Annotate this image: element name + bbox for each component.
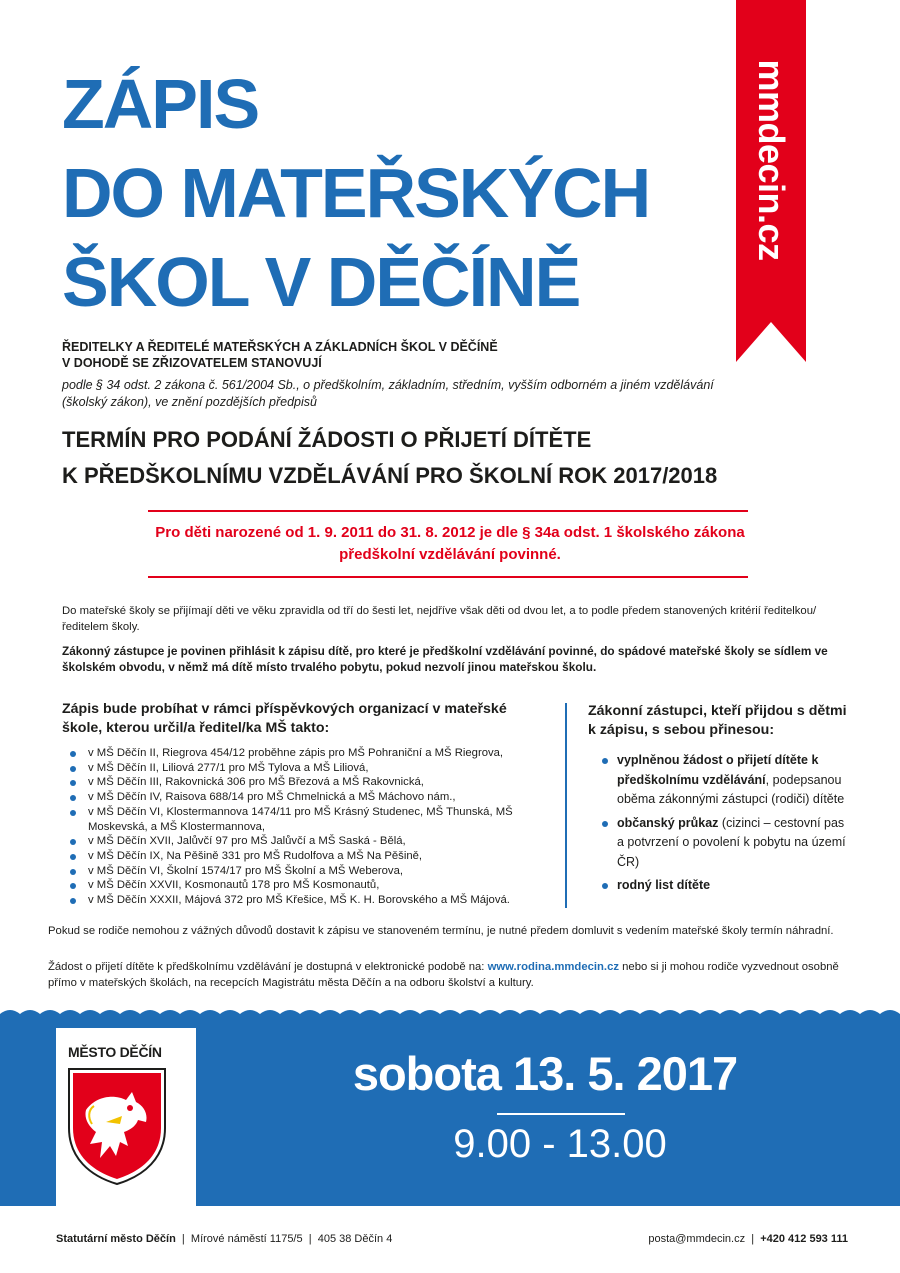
online-note-after: nebo si ji mohou rodiče vyzvednout osobně přímo v mateřských školách, na recepcích Magistrátu města Děčín a na odboru školství a kultury.	[48, 961, 839, 989]
bring-item-rest: , podepsanou oběma zákonnými zástupci (rodiči) dítěte	[617, 772, 845, 806]
bullet-icon	[70, 751, 76, 757]
bullet-icon	[70, 766, 76, 772]
schools-list	[68, 746, 548, 908]
issuer-statement	[62, 339, 498, 371]
footer-contact	[648, 1232, 848, 1246]
city-name: MĚSTO DĚČÍN	[68, 1044, 162, 1060]
ribbon-url[interactable]	[736, 0, 806, 290]
title-line-1: ZÁPIS	[62, 65, 259, 143]
school-list-item	[68, 805, 548, 834]
city-crest-icon	[66, 1066, 168, 1186]
school-list-item	[68, 834, 548, 849]
event-time: 9.00 - 13.00	[453, 1122, 667, 1166]
online-application-link[interactable]: www.rodina.mmdecin.cz	[487, 961, 619, 973]
footer-sep: |	[178, 1233, 188, 1245]
bullet-icon	[70, 854, 76, 860]
footer-org: Statutární město Děčín	[56, 1233, 176, 1245]
school-list-item	[68, 864, 548, 879]
schools-heading: Zápis bude probíhat v rámci příspěvkových organizací v mateřské škole, kterou určil/a ředitel/ka MŠ takto:	[62, 701, 507, 736]
bullet-icon	[602, 821, 608, 827]
mandatory-line-2: předškolní vzdělávání povinné.	[339, 546, 561, 563]
school-list-item	[68, 790, 548, 805]
school-list-item	[68, 893, 548, 908]
school-list-item	[68, 878, 548, 893]
online-note-before: Žádost o přijetí dítěte k předškolnímu vzdělávání je dostupná v elektronické podobě na:	[48, 961, 488, 973]
school-text: v MŠ Děčín VI, Klostermannova 1474/11 pro MŠ Krásný Studenec, MŠ Thunská, MŠ Moskevská, a MŠ Klostermannova,	[88, 805, 513, 833]
intro-paragraph: Do mateřské školy se přijímají děti ve věku zpravidla od tří do šesti let, nejdříve však děti od dvou let, a to podle předem stanovených kritérií ředitelkou/ředitelem školy.	[62, 605, 817, 633]
bring-item-bold: rodný list dítěte	[617, 878, 711, 892]
school-text: v MŠ Děčín XXXII, Májová 372 pro MŠ Křešice, MŠ K. H. Borovského a MŠ Májová.	[88, 894, 510, 907]
bullet-icon	[70, 839, 76, 845]
deadline-heading	[62, 422, 717, 494]
issuer-line-2: V DOHODĚ SE ZŘIZOVATELEM STANOVUJÍ	[62, 356, 322, 370]
footer-sep: |	[748, 1233, 758, 1245]
bring-heading: Zákonní zástupci, kteří přijdou s dětmi k zápisu, s sebou přinesou:	[588, 703, 847, 738]
bring-list-item	[600, 814, 850, 873]
legal-basis: podle § 34 odst. 2 zákona č. 561/2004 Sb., o předškolním, základním, středním, vyšším odborném a jiném vzdělávání (školský zákon), ve znění pozdějších předpisů	[62, 378, 714, 409]
divider-top	[148, 510, 748, 512]
mandatory-line-1: Pro děti narozené od 1. 9. 2011 do 31. 8. 2012 je dle § 34a odst. 1 školského zákona	[155, 524, 745, 541]
title-line-2: DO MATEŘSKÝCH	[62, 154, 650, 232]
footer-sep: |	[305, 1233, 315, 1245]
school-list-item	[68, 775, 548, 790]
school-text: v MŠ Děčín II, Liliová 277/1 pro MŠ Tylova a MŠ Liliová,	[88, 761, 369, 774]
bullet-icon	[602, 758, 608, 764]
footer-street: Mírové náměstí 1175/5	[190, 1233, 303, 1245]
school-text: v MŠ Děčín II, Riegrova 454/12 proběhne zápis pro MŠ Pohraniční a MŠ Riegrova,	[88, 747, 504, 759]
title-line-3: ŠKOL V DĚČÍNĚ	[62, 243, 580, 321]
footer-address	[56, 1232, 392, 1246]
school-text: v MŠ Děčín VI, Školní 1574/17 pro MŠ Školní a MŠ Weberova,	[88, 864, 403, 877]
bullet-icon	[70, 883, 76, 889]
school-text: v MŠ Děčín IV, Raisova 688/14 pro MŠ Chmelnická a MŠ Máchovo nám.,	[88, 791, 456, 804]
school-text: v MŠ Děčín XVII, Jalůvčí 97 pro MŠ Jalůvčí a MŠ Saská - Bělá,	[88, 835, 406, 848]
bring-item-bold: vyplněnou žádost o přijetí dítěte k předškolnímu vzdělávání	[617, 753, 819, 787]
bring-list-item	[600, 876, 850, 896]
school-list-item	[68, 849, 548, 864]
event-date: sobota 13. 5. 2017	[352, 1047, 738, 1100]
page-title	[62, 60, 649, 327]
school-list-item	[68, 746, 548, 761]
date-divider	[497, 1113, 625, 1115]
bullet-icon	[70, 898, 76, 904]
school-list-item	[68, 761, 548, 776]
school-text: v MŠ Děčín IX, Na Pěšině 331 pro MŠ Rudolfova a MŠ Na Pěšině,	[88, 849, 423, 862]
school-text: v MŠ Děčín III, Rakovnická 306 pro MŠ Březová a MŠ Rakovnická,	[88, 776, 424, 789]
footer-phone[interactable]: +420 412 593 111	[760, 1233, 848, 1245]
footer-email[interactable]: posta@mmdecin.cz	[648, 1233, 746, 1245]
bring-list	[600, 751, 850, 900]
bring-item-bold: občanský průkaz	[617, 815, 719, 830]
bullet-icon	[70, 810, 76, 816]
deadline-line-1: TERMÍN PRO PODÁNÍ ŽÁDOSTI O PŘIJETÍ DÍTĚTE	[62, 427, 592, 452]
obligation-paragraph: Zákonný zástupce je povinen přihlásit k zápisu dítě, pro které je předškolní vzdělávání povinné, do spádové mateřské školy se sídlem ve školském obvodu, v němž má dítě místo trvalého pobytu, pokud nezvolí jinou mateřskou školu.	[62, 644, 828, 674]
illness-note: Pokud se rodiče nemohou z vážných důvodů dostavit k zápisu ve stanoveném termínu, je nutné předem domluvit s vedením mateřské školy termín náhradní.	[48, 925, 834, 937]
bullet-icon	[70, 795, 76, 801]
footer-postal: 405 38 Děčín 4	[317, 1233, 393, 1245]
bring-list-item	[600, 751, 850, 810]
bullet-icon	[70, 780, 76, 786]
divider-bottom	[148, 576, 748, 578]
deadline-line-2: K PŘEDŠKOLNÍMU VZDĚLÁVÁNÍ PRO ŠKOLNÍ ROK 2017/2018	[62, 463, 718, 488]
ribbon-url-text: mmdecin.cz	[751, 59, 792, 261]
issuer-line-1: ŘEDITELKY A ŘEDITELÉ MATEŘSKÝCH A ZÁKLADNÍCH ŠKOL V DĚČÍNĚ	[62, 340, 498, 354]
online-note	[48, 959, 858, 991]
mandatory-notice	[110, 522, 790, 566]
bullet-icon	[602, 883, 608, 889]
column-divider	[565, 703, 567, 908]
bring-item-rest: (cizinci – cestovní pas a potvrzení o povolení k pobytu na území ČR)	[617, 815, 846, 869]
bullet-icon	[70, 869, 76, 875]
school-text: v MŠ Děčín XXVII, Kosmonautů 178 pro MŠ Kosmonautů,	[88, 879, 380, 892]
